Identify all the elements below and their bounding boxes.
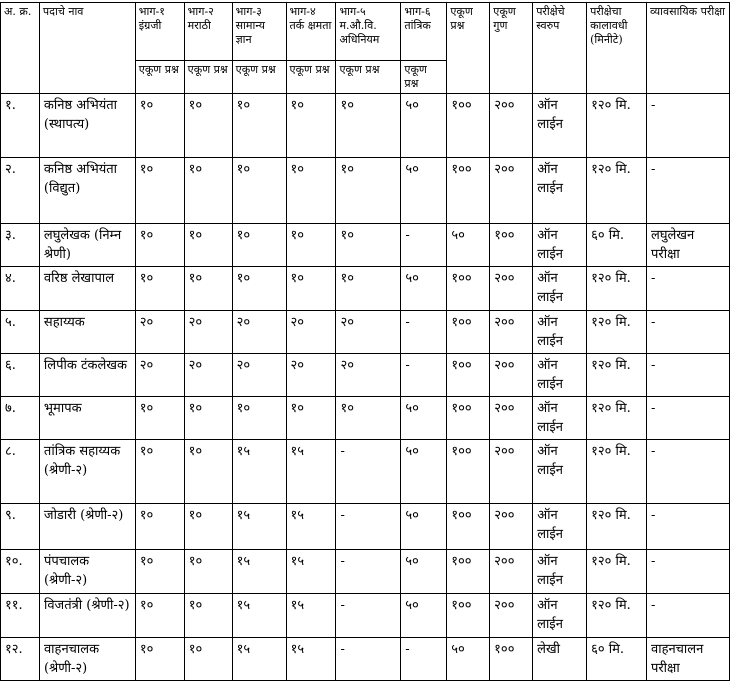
table-row	[1, 638, 730, 681]
part-3-questions: २०	[232, 311, 286, 354]
part-1-questions: १०	[135, 504, 184, 550]
part-1-questions: १०	[135, 440, 184, 504]
part-3-questions: १०	[232, 94, 286, 158]
subheader-total-questions: एकूण प्रश्न	[232, 61, 286, 94]
header-part-5: भाग-५ म.औ.वि. अधिनियम	[336, 3, 401, 61]
part-3-questions: १५	[232, 594, 286, 638]
part-3-questions: १५	[232, 638, 286, 681]
part-4-questions: १०	[286, 267, 336, 311]
exam-mode: लेखी	[533, 638, 587, 681]
professional-exam: -	[646, 594, 729, 638]
part-3-questions: १०	[232, 158, 286, 224]
table-row	[1, 594, 730, 638]
part-1-questions: १०	[135, 550, 184, 594]
table-row	[1, 158, 730, 224]
exam-mode: ऑन लाईन	[533, 267, 587, 311]
serial-number: १.	[1, 94, 40, 158]
exam-mode: ऑन लाईन	[533, 311, 587, 354]
part-4-questions: १५	[286, 504, 336, 550]
header-exam-mode: परीक्षेचे स्वरुप	[533, 3, 587, 94]
total-questions: १००	[447, 311, 490, 354]
part-5-questions: -	[336, 594, 401, 638]
total-marks: २००	[490, 94, 533, 158]
exam-duration: १२० मि.	[587, 267, 647, 311]
part-2-questions: १०	[184, 158, 232, 224]
exam-mode: ऑन लाईन	[533, 440, 587, 504]
total-marks: २००	[490, 158, 533, 224]
part-6-questions: ५०	[401, 594, 447, 638]
part-2-questions: १०	[184, 224, 232, 267]
post-name: विजतंत्री (श्रेणी-२)	[39, 594, 135, 638]
part-1-questions: २०	[135, 311, 184, 354]
total-questions: १००	[447, 267, 490, 311]
header-part-2: भाग-२ मराठी	[184, 3, 232, 61]
part-4-questions: १५	[286, 550, 336, 594]
exam-pattern-table-continued	[0, 549, 730, 681]
serial-number: २.	[1, 158, 40, 224]
total-marks: २००	[490, 354, 533, 397]
total-marks: २००	[490, 267, 533, 311]
header-total-marks: एकूण गुण	[490, 3, 533, 94]
part-2-questions: १०	[184, 504, 232, 550]
table-row	[1, 354, 730, 397]
total-questions: १००	[447, 94, 490, 158]
exam-duration: ६० मि.	[587, 224, 647, 267]
table-row	[1, 440, 730, 504]
total-questions: १००	[447, 158, 490, 224]
part-3-questions: १०	[232, 224, 286, 267]
post-name: भूमापक	[39, 397, 135, 440]
part-2-questions: १०	[184, 94, 232, 158]
header-post-name: पदाचे नाव	[39, 3, 135, 94]
professional-exam: -	[647, 267, 730, 311]
professional-exam: -	[647, 311, 730, 354]
part-1-questions: १०	[135, 594, 184, 638]
part-2-questions: २०	[184, 311, 232, 354]
professional-exam: -	[647, 158, 730, 224]
part-2-questions: १०	[184, 594, 232, 638]
serial-number: १०.	[1, 550, 40, 594]
part-4-questions: १५	[286, 638, 336, 681]
exam-mode: ऑन लाईन	[533, 94, 587, 158]
header-part-4: भाग-४ तर्क क्षमता	[286, 3, 336, 61]
professional-exam: -	[646, 550, 729, 594]
total-questions: १००	[447, 440, 490, 504]
part-6-questions: -	[401, 224, 447, 267]
post-name: तांत्रिक सहाय्यक (श्रेणी-२)	[39, 440, 135, 504]
exam-duration: १२० मि.	[587, 311, 647, 354]
part-4-questions: २०	[286, 354, 336, 397]
part-5-questions: १०	[336, 397, 401, 440]
part-5-questions: २०	[336, 354, 401, 397]
professional-exam: -	[647, 440, 730, 504]
table-row	[1, 311, 730, 354]
total-questions: १००	[447, 594, 490, 638]
subheader-total-questions: एकूण प्रश्न	[184, 61, 232, 94]
total-questions: १००	[447, 397, 490, 440]
part-6-questions: ५०	[401, 550, 447, 594]
table-row	[1, 224, 730, 267]
table-row	[1, 267, 730, 311]
post-name: पंपचालक (श्रेणी-२)	[39, 550, 135, 594]
serial-number: ४.	[1, 267, 40, 311]
total-marks: २००	[490, 397, 533, 440]
part-5-questions: २०	[336, 311, 401, 354]
table-row	[1, 397, 730, 440]
part-5-questions: -	[336, 638, 401, 681]
part-5-questions: -	[336, 504, 401, 550]
part-4-questions: २०	[286, 311, 336, 354]
professional-exam: लघुलेखन परीक्षा	[647, 224, 730, 267]
serial-number: ३.	[1, 224, 40, 267]
part-2-questions: १०	[184, 638, 232, 681]
exam-pattern-table	[0, 2, 730, 550]
professional-exam: -	[647, 504, 730, 550]
part-5-questions: १०	[336, 158, 401, 224]
part-5-questions: १०	[336, 224, 401, 267]
exam-mode: ऑन लाईन	[533, 397, 587, 440]
part-5-questions: -	[336, 440, 401, 504]
serial-number: ११.	[1, 594, 40, 638]
post-name: कनिष्ठ अभियंता (विद्युत)	[39, 158, 135, 224]
part-6-questions: ५०	[401, 397, 447, 440]
part-6-questions: ५०	[401, 94, 447, 158]
total-marks: २००	[490, 594, 533, 638]
professional-exam: -	[647, 397, 730, 440]
post-name: वाहनचालक (श्रेणी-२)	[39, 638, 135, 681]
total-marks: २००	[490, 440, 533, 504]
exam-mode: ऑन लाईन	[533, 594, 587, 638]
exam-mode: ऑन लाईन	[533, 550, 587, 594]
part-3-questions: १५	[232, 550, 286, 594]
header-part-6: भाग-६ तांत्रिक	[401, 3, 447, 61]
part-2-questions: १०	[184, 267, 232, 311]
part-1-questions: १०	[135, 158, 184, 224]
serial-number: १२.	[1, 638, 40, 681]
exam-mode: ऑन लाईन	[533, 224, 587, 267]
total-marks: २००	[490, 504, 533, 550]
serial-number: ५.	[1, 311, 40, 354]
total-marks: २००	[490, 311, 533, 354]
part-3-questions: १०	[232, 397, 286, 440]
exam-duration: १२० मि.	[587, 504, 647, 550]
serial-number: ७.	[1, 397, 40, 440]
part-4-questions: १०	[286, 224, 336, 267]
serial-number: ९.	[1, 504, 40, 550]
part-1-questions: २०	[135, 354, 184, 397]
header-professional-exam: व्यावसायिक परीक्षा	[647, 3, 730, 94]
post-name: लिपीक टंकलेखक	[39, 354, 135, 397]
subheader-total-questions: एकूण प्रश्न	[286, 61, 336, 94]
total-questions: १००	[447, 504, 490, 550]
total-questions: १००	[447, 354, 490, 397]
post-name: जोडारी (श्रेणी-२)	[39, 504, 135, 550]
part-5-questions: -	[336, 550, 401, 594]
part-4-questions: १०	[286, 158, 336, 224]
header-part-3: भाग-३ सामान्य ज्ञान	[232, 3, 286, 61]
total-marks: १००	[490, 224, 533, 267]
part-1-questions: १०	[135, 224, 184, 267]
exam-duration: १२० मि.	[587, 158, 647, 224]
exam-mode: ऑन लाईन	[533, 158, 587, 224]
subheader-total-questions: एकूण प्रश्न	[135, 61, 184, 94]
exam-duration: १२० मि.	[587, 550, 647, 594]
part-6-questions: -	[401, 354, 447, 397]
part-1-questions: १०	[135, 397, 184, 440]
exam-duration: ६० मि.	[587, 638, 647, 681]
exam-mode: ऑन लाईन	[533, 354, 587, 397]
part-5-questions: १०	[336, 94, 401, 158]
part-2-questions: २०	[184, 354, 232, 397]
part-5-questions: १०	[336, 267, 401, 311]
post-name: वरिष्ठ लेखापाल	[39, 267, 135, 311]
part-6-questions: -	[401, 638, 447, 681]
part-2-questions: १०	[184, 440, 232, 504]
part-4-questions: १५	[286, 440, 336, 504]
total-marks: १००	[490, 638, 533, 681]
part-2-questions: १०	[184, 397, 232, 440]
part-6-questions: ५०	[401, 267, 447, 311]
part-3-questions: १५	[232, 440, 286, 504]
part-3-questions: १५	[232, 504, 286, 550]
exam-duration: १२० मि.	[587, 440, 647, 504]
part-6-questions: ५०	[401, 504, 447, 550]
total-questions: ५०	[447, 638, 490, 681]
subheader-total-questions: एकूण प्रश्न	[336, 61, 401, 94]
total-questions: १००	[447, 550, 490, 594]
part-1-questions: १०	[135, 638, 184, 681]
header-duration: परीक्षेचा कालावधी (मिनीटे)	[587, 3, 647, 94]
post-name: कनिष्ठ अभियंता (स्थापत्य)	[39, 94, 135, 158]
professional-exam: -	[647, 354, 730, 397]
professional-exam: वाहनचालन परीक्षा	[646, 638, 729, 681]
part-1-questions: १०	[135, 94, 184, 158]
header-part-1: भाग-१ इंग्रजी	[135, 3, 184, 61]
post-name: सहाय्यक	[39, 311, 135, 354]
table-row	[1, 550, 730, 594]
exam-duration: १२० मि.	[587, 594, 647, 638]
part-3-questions: १०	[232, 267, 286, 311]
part-4-questions: १०	[286, 397, 336, 440]
part-1-questions: १०	[135, 267, 184, 311]
part-6-questions: ५०	[401, 440, 447, 504]
part-2-questions: १०	[184, 550, 232, 594]
subheader-total-questions: एकूण प्रश्न	[401, 61, 447, 94]
exam-duration: १२० मि.	[587, 397, 647, 440]
exam-duration: १२० मि.	[587, 354, 647, 397]
part-4-questions: १५	[286, 594, 336, 638]
total-marks: २००	[490, 550, 533, 594]
part-3-questions: २०	[232, 354, 286, 397]
post-name: लघुलेखक (निम्न श्रेणी)	[39, 224, 135, 267]
header-row	[1, 3, 730, 61]
table-row	[1, 94, 730, 158]
exam-mode: ऑन लाईन	[533, 504, 587, 550]
part-4-questions: १०	[286, 94, 336, 158]
table-row	[1, 504, 730, 550]
header-sr: अ. क्र.	[1, 3, 40, 94]
part-6-questions: ५०	[401, 158, 447, 224]
serial-number: ८.	[1, 440, 40, 504]
total-questions: ५०	[447, 224, 490, 267]
part-6-questions: -	[401, 311, 447, 354]
professional-exam: -	[647, 94, 730, 158]
serial-number: ६.	[1, 354, 40, 397]
exam-duration: १२० मि.	[587, 94, 647, 158]
header-total-questions: एकूण प्रश्न	[447, 3, 490, 94]
